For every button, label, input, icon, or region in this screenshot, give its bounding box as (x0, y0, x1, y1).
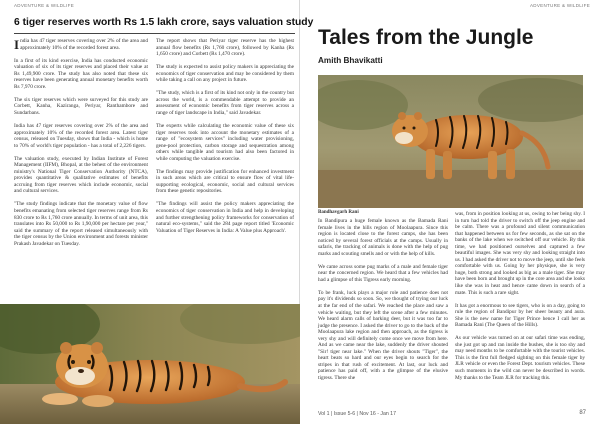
page-number: 87 (579, 410, 586, 416)
issue-info: Vol 1 | Issue 5-6 | Nov 16 - Jan 17 (318, 411, 396, 417)
article-paragraph: "The study findings indicate that the monetary value of flow benefits emanating from selected tiger reserves range from Rs 830 crore to Rs 1,760 crore annually. In terms of unit area, this translates into Rs 50,000 to Rs 1,90,000 per hectare per year," said the summary of the report released simultaneously with the tiger census by the Union environment and forests minister Prakash Javadekar on Tuesday. (14, 201, 148, 247)
photo-caption: Bandhavgarh Rani (318, 210, 359, 215)
article-paragraph: In a first of its kind exercise, India has conducted economic valuation of six of its tiger reserves and placed their value at Rs 1,49,900 crore. The study has also noted that these six reserves have been generating annual monetary benefits worth Rs 7,970 crore. (14, 57, 148, 90)
drop-cap: I (14, 37, 20, 52)
article-paragraph: was, from in position looking at us, owing to her being shy. I in turn had told the driver to switch off the jeep engine and be calm. There was a profound and silent communication that happened between us for few seconds, as she sat on the banks of the lake when we switched off our vehicle. By this time, we had positioned ourselves and captured a few beautiful images. She was very shy and looking straight into us. I had asked the driver not to move the jeep, until she feels comfortable with us. Going by her physique, she is very huge, both strong and looked as big as a male tiger. She may have been born and brought up in the core area and she looks like she was in heat and hence came down in search of a mate. This is such a rare sight. (455, 211, 585, 296)
tiger-lying-photo (0, 304, 300, 424)
running-head-right: ADVENTURE & WILDLIFE (529, 3, 590, 8)
article-paragraph: In Bandipura a huge female known as the Bamada Rani female lives in the hills region of Moolaapura. Since this region is located close to the forest camps, she has been noticed by several forest officials at the camps. Usually in safaris, the tracking of animals is done with the help of pug marks and scouting smells and or with the help of kills. (318, 218, 448, 257)
article-headline-left: 6 tiger reserves worth Rs 1.5 lakh crore, says valuation study (14, 17, 314, 28)
article-paragraph: "The study, which is a first of its kind not only in the country but across the world, is a commendable attempt to provide an assessment of economic benefits from tiger reserves across a range of tiger landscape in India," said Javadekar. (156, 90, 294, 116)
headline-divider (14, 33, 295, 34)
article-title-right: Tales from the Jungle (318, 26, 534, 49)
article-paragraph: We came across some pug marks of a male and female tiger near the concerned region. We heard that a few vehicles had had a glimpse of this Tigress early morning. (318, 263, 448, 283)
article-paragraph: India has 47 tiger reserves covering over 2% of the area and approximately 10% of the recorded forest area. (14, 37, 148, 52)
article-paragraph: The findings may provide justification for enhanced investment in such areas which are critical to ensure flow of vital life-supporting ecological, economic, social and cultural services from these genetic repositories. (156, 168, 294, 195)
left-article-column-1 (14, 38, 148, 254)
article-paragraph: The six tiger reserves which were surveyed for this study are Corbett, Kanha, Kaziranga, Periyar, Ranthambore and Sundarbans. (14, 96, 148, 116)
article-paragraph: The valuation study, executed by Indian Institute of Forest Management (IIFM), Bhopal, at the behest of the environment ministry's National Tiger Conservation Authority (NTCA), provides quantitative & qualitative estimates of benefits accruing from tiger reserves which include economic, social and cultural services. (14, 155, 148, 195)
article-paragraph: "The findings will assist the policy makers appreciating the economics of tiger conservation in India and help in developing and further strengthening policy frameworks for conservation of natural eco-systems," said the 284 page report titled 'Economic Valuation of Tiger Reserves in India: A Value plus Approach'. (156, 201, 294, 234)
article-paragraph: The study is expected to assist policy makers in appreciating the economics of tiger conservation and may be considered by them while taking a call on any project in future. (156, 64, 294, 84)
tiger-standing-photo (318, 75, 583, 208)
running-head-left: ADVENTURE & WILDLIFE (14, 3, 75, 8)
article-paragraph: To be frank, luck plays a major role and patience does not pay it's dividends so soon. So, we thought of trying our luck at the far end of the safari. We reached the place and saw a vehicle waiting, but they left the scene after a few minutes. We heard alarm calls of barking deer, but it was too far to judge the presence. I asked the driver to go to the back of the Moolaapura lake region and then approach, as the tigress is very shy and will definitely come once we move from here. And as we came near the lake, suddenly the driver shouted "Sir! tiger near lake." When the driver shouts "Tiger", the heart beats so hard and our eyes begin to search for the stripes in that rush of excitement. At last, our luck and patience has paid off, with a the glimpse of the elusive tigress. There she (318, 289, 448, 382)
article-paragraph: India has 47 tiger reserves covering over 2% of the area and approximately 10% of the recorded forest area. Latest tiger census, released on Tuesday, shows that India - which is home to 70% of world's tiger population - has a total of 2,226 tigers. (14, 122, 148, 149)
left-article-column-2 (156, 38, 294, 241)
article-paragraph: The report shows that Periyar tiger reserve has the highest annual flow benefits (Rs 1,760 crore), followed by Kanha (Rs 1,650 crore) and Corbett (Rs 1,470 crore). (156, 38, 294, 58)
right-article-column-1 (318, 218, 448, 388)
right-article-column-2 (455, 211, 585, 388)
author-byline: Amith Bhavikatti (318, 56, 383, 65)
article-paragraph: As our vehicle was turned on at our safari time was ending, she just got up and ran inside the bushes, she is too shy and may need months to be comfortable with the tourist vehicles. This is the first full fledged sighting on this female tiger by JLR vehicle or even the Forest Dept. tourism vehicles. These such moments in the wild can never be described in words. My thanks to the Team JLR for tracking this. (455, 335, 585, 381)
article-paragraph: It has got a enormous to see tigers, who is on a day, going to rule the region of Bandipur by her sheer beauty and aura. She is the new name for Tiger Prince hence I call her as Bamada Rani (The Queen of the Hills). (455, 302, 585, 329)
article-paragraph: The experts while calculating the economic value of these six tiger reserves took into account the monetary estimates of a range of "ecosystem services" including water provisioning, gene-pool protection, carbon storage and sequestration among others while tangible and tourism had also been factored in while computing the valuation exercise. (156, 122, 294, 162)
